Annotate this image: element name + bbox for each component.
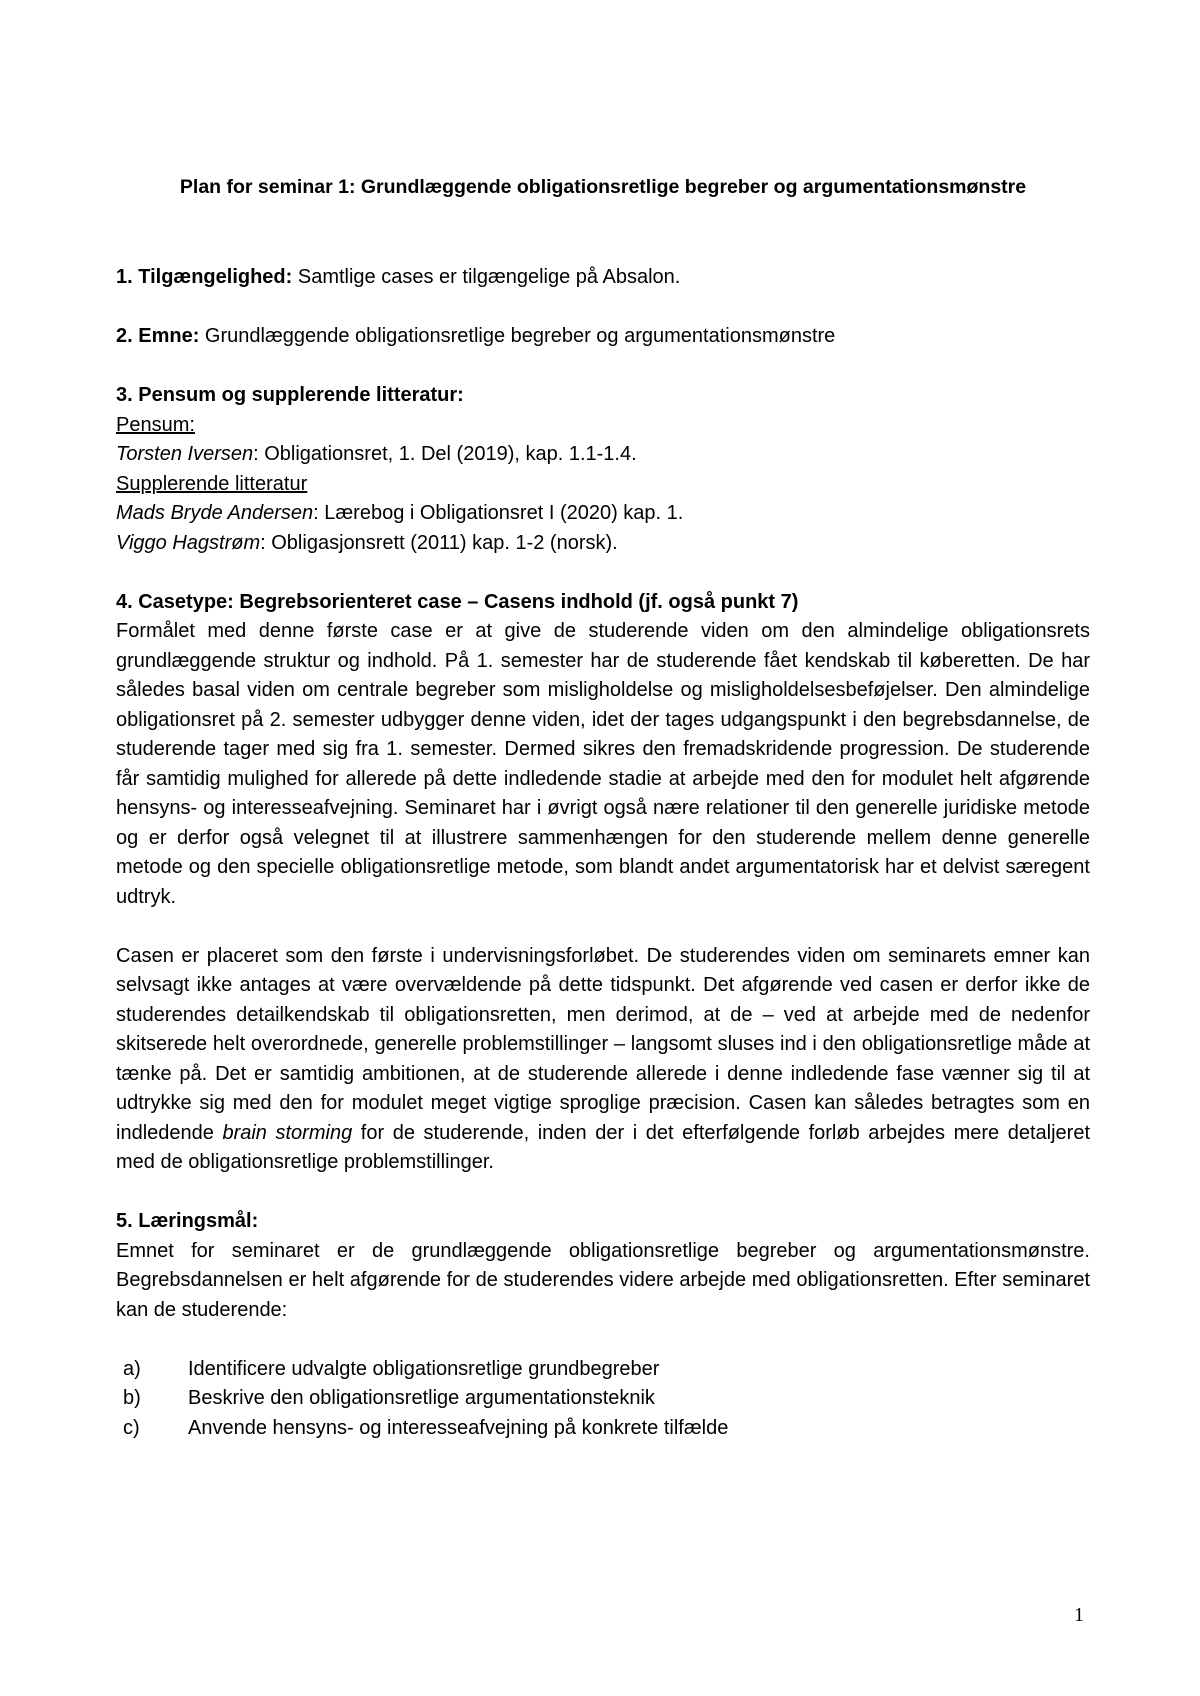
- supplementary-label: Supplerende litteratur: [116, 472, 308, 495]
- section-topic-text: Grundlæggende obligationsretlige begreber og argumentationsmønstre: [199, 325, 836, 347]
- supplementary-item: [116, 529, 1090, 559]
- list-item-text: Anvende hensyns- og interesseafvejning på konkrete tilfælde: [188, 1416, 729, 1439]
- list-item-marker: c): [123, 1416, 140, 1439]
- casetype-paragraph-text: Casen er placeret som den første i undervisningsforløbet. De studerendes viden om seminarets emner kan selvsagt ikke antages at være overvældende på dette tidspunkt. Det afgørende ved casen er derfor ikke de studerendes detailkendskab til obligationsretten, men derimod, at de – ved at arbejde med de nedenfor skitserede helt overordnede, generelle problemstillinger – langsomt sluses ind i den obligationsretlige måde at tænke på. Det er samtidig ambitionen, at de studerende allerede i denne indledende fase vænner sig til at udtrykke sig med den for modulet meget vigtige sproglige præcision. Casen kan således betragtes som en indledende: [116, 944, 1090, 1144]
- list-item-marker: b): [123, 1387, 141, 1409]
- section-casetype-heading: 4. Casetype: Begrebsorienteret case – Casens indhold (jf. også punkt 7): [116, 590, 799, 613]
- supplementary-item-author: Viggo Hagstrøm: [116, 531, 261, 554]
- section-availability-text: Samtlige cases er tilgængelige på Absalon.: [292, 266, 681, 288]
- list-item: [116, 1414, 1090, 1444]
- list-item-marker: a): [123, 1357, 141, 1380]
- learning-goals-paragraph: Emnet for seminaret er de grundlæggende obligationsretlige begreber og argumentationsmønstre. Begrebsdannelsen er helt afgørende for de studerendes videre arbejde med obligationsretten. Efter seminaret kan de studerende:: [116, 1239, 1090, 1321]
- section-availability-label: 1. Tilgængelighed:: [116, 266, 293, 288]
- list-item-text: Identificere udvalgte obligationsretlige grundbegreber: [188, 1357, 660, 1380]
- page-number: 1: [1074, 1604, 1084, 1626]
- supplementary-item-title: : Lærebog i Obligationsret I (2020) kap. 1.: [313, 502, 684, 524]
- list-item: [116, 1355, 1090, 1385]
- list-item: [116, 1384, 1090, 1414]
- supplementary-item-author: Mads Bryde Andersen: [116, 502, 314, 524]
- document-body: [116, 263, 1090, 1443]
- pensum-label: Pensum:: [116, 413, 195, 436]
- section-availability: [116, 263, 1090, 293]
- document-title: Plan for seminar 1: Grundlæggende obligationsretlige begreber og argumentationsmønstre: [179, 176, 1027, 198]
- casetype-paragraph: [116, 942, 1090, 1178]
- casetype-paragraph: Formålet med denne første case er at give de studerende viden om den almindelige obligationsrets grundlæggende struktur og indhold. På 1. semester har de studerende fået kendskab til køberetten. De har således basal viden om centrale begreber som misligholdelse og misligholdelsesbeføjelser. Den almindelige obligationsret på 2. semester udbygger denne viden, idet der tages udgangspunkt i den begrebsdannelse, de studerende tager med sig fra 1. semester. Dermed sikres den fremadskridende progression. De studerende får samtidig mulighed for allerede på dette indledende stadie at arbejde med den for modulet helt afgørende hensyns- og interesseafvejning. Seminaret har i øvrigt også nære relationer til den generelle juridiske metode og er derfor også velegnet til at illustrere sammenhængen for den studerende mellem denne generelle metode og den specielle obligationsretlige metode, som blandt andet argumentatorisk har et delvist særegent udtryk.: [116, 620, 1090, 908]
- list-item-text: Beskrive den obligationsretlige argumentationsteknik: [188, 1387, 655, 1409]
- pensum-item-author: Torsten Iversen: [116, 443, 254, 465]
- section-learning-goals-heading: 5. Læringsmål:: [116, 1210, 259, 1232]
- supplementary-item: [116, 499, 1090, 529]
- casetype-paragraph-text: for de studerende, inden der i det efterfølgende forløb arbejdes mere detaljeret med de obligationsretlige problemstillinger.: [116, 1121, 1090, 1173]
- casetype-paragraph-emphasis: brain storming: [222, 1121, 353, 1144]
- learning-goals-list: [116, 1355, 1090, 1444]
- document-page: [116, 0, 1090, 1696]
- supplementary-item-title: : Obligasjonsrett (2011) kap. 1-2 (norsk).: [260, 531, 618, 554]
- section-topic: [116, 322, 1090, 352]
- pensum-item-title: : Obligationsret, 1. Del (2019), kap. 1.1-1.4.: [253, 443, 637, 465]
- section-literature-heading: 3. Pensum og supplerende litteratur:: [116, 384, 464, 406]
- section-topic-label: 2. Emne:: [116, 325, 200, 347]
- pensum-item: [116, 440, 1090, 470]
